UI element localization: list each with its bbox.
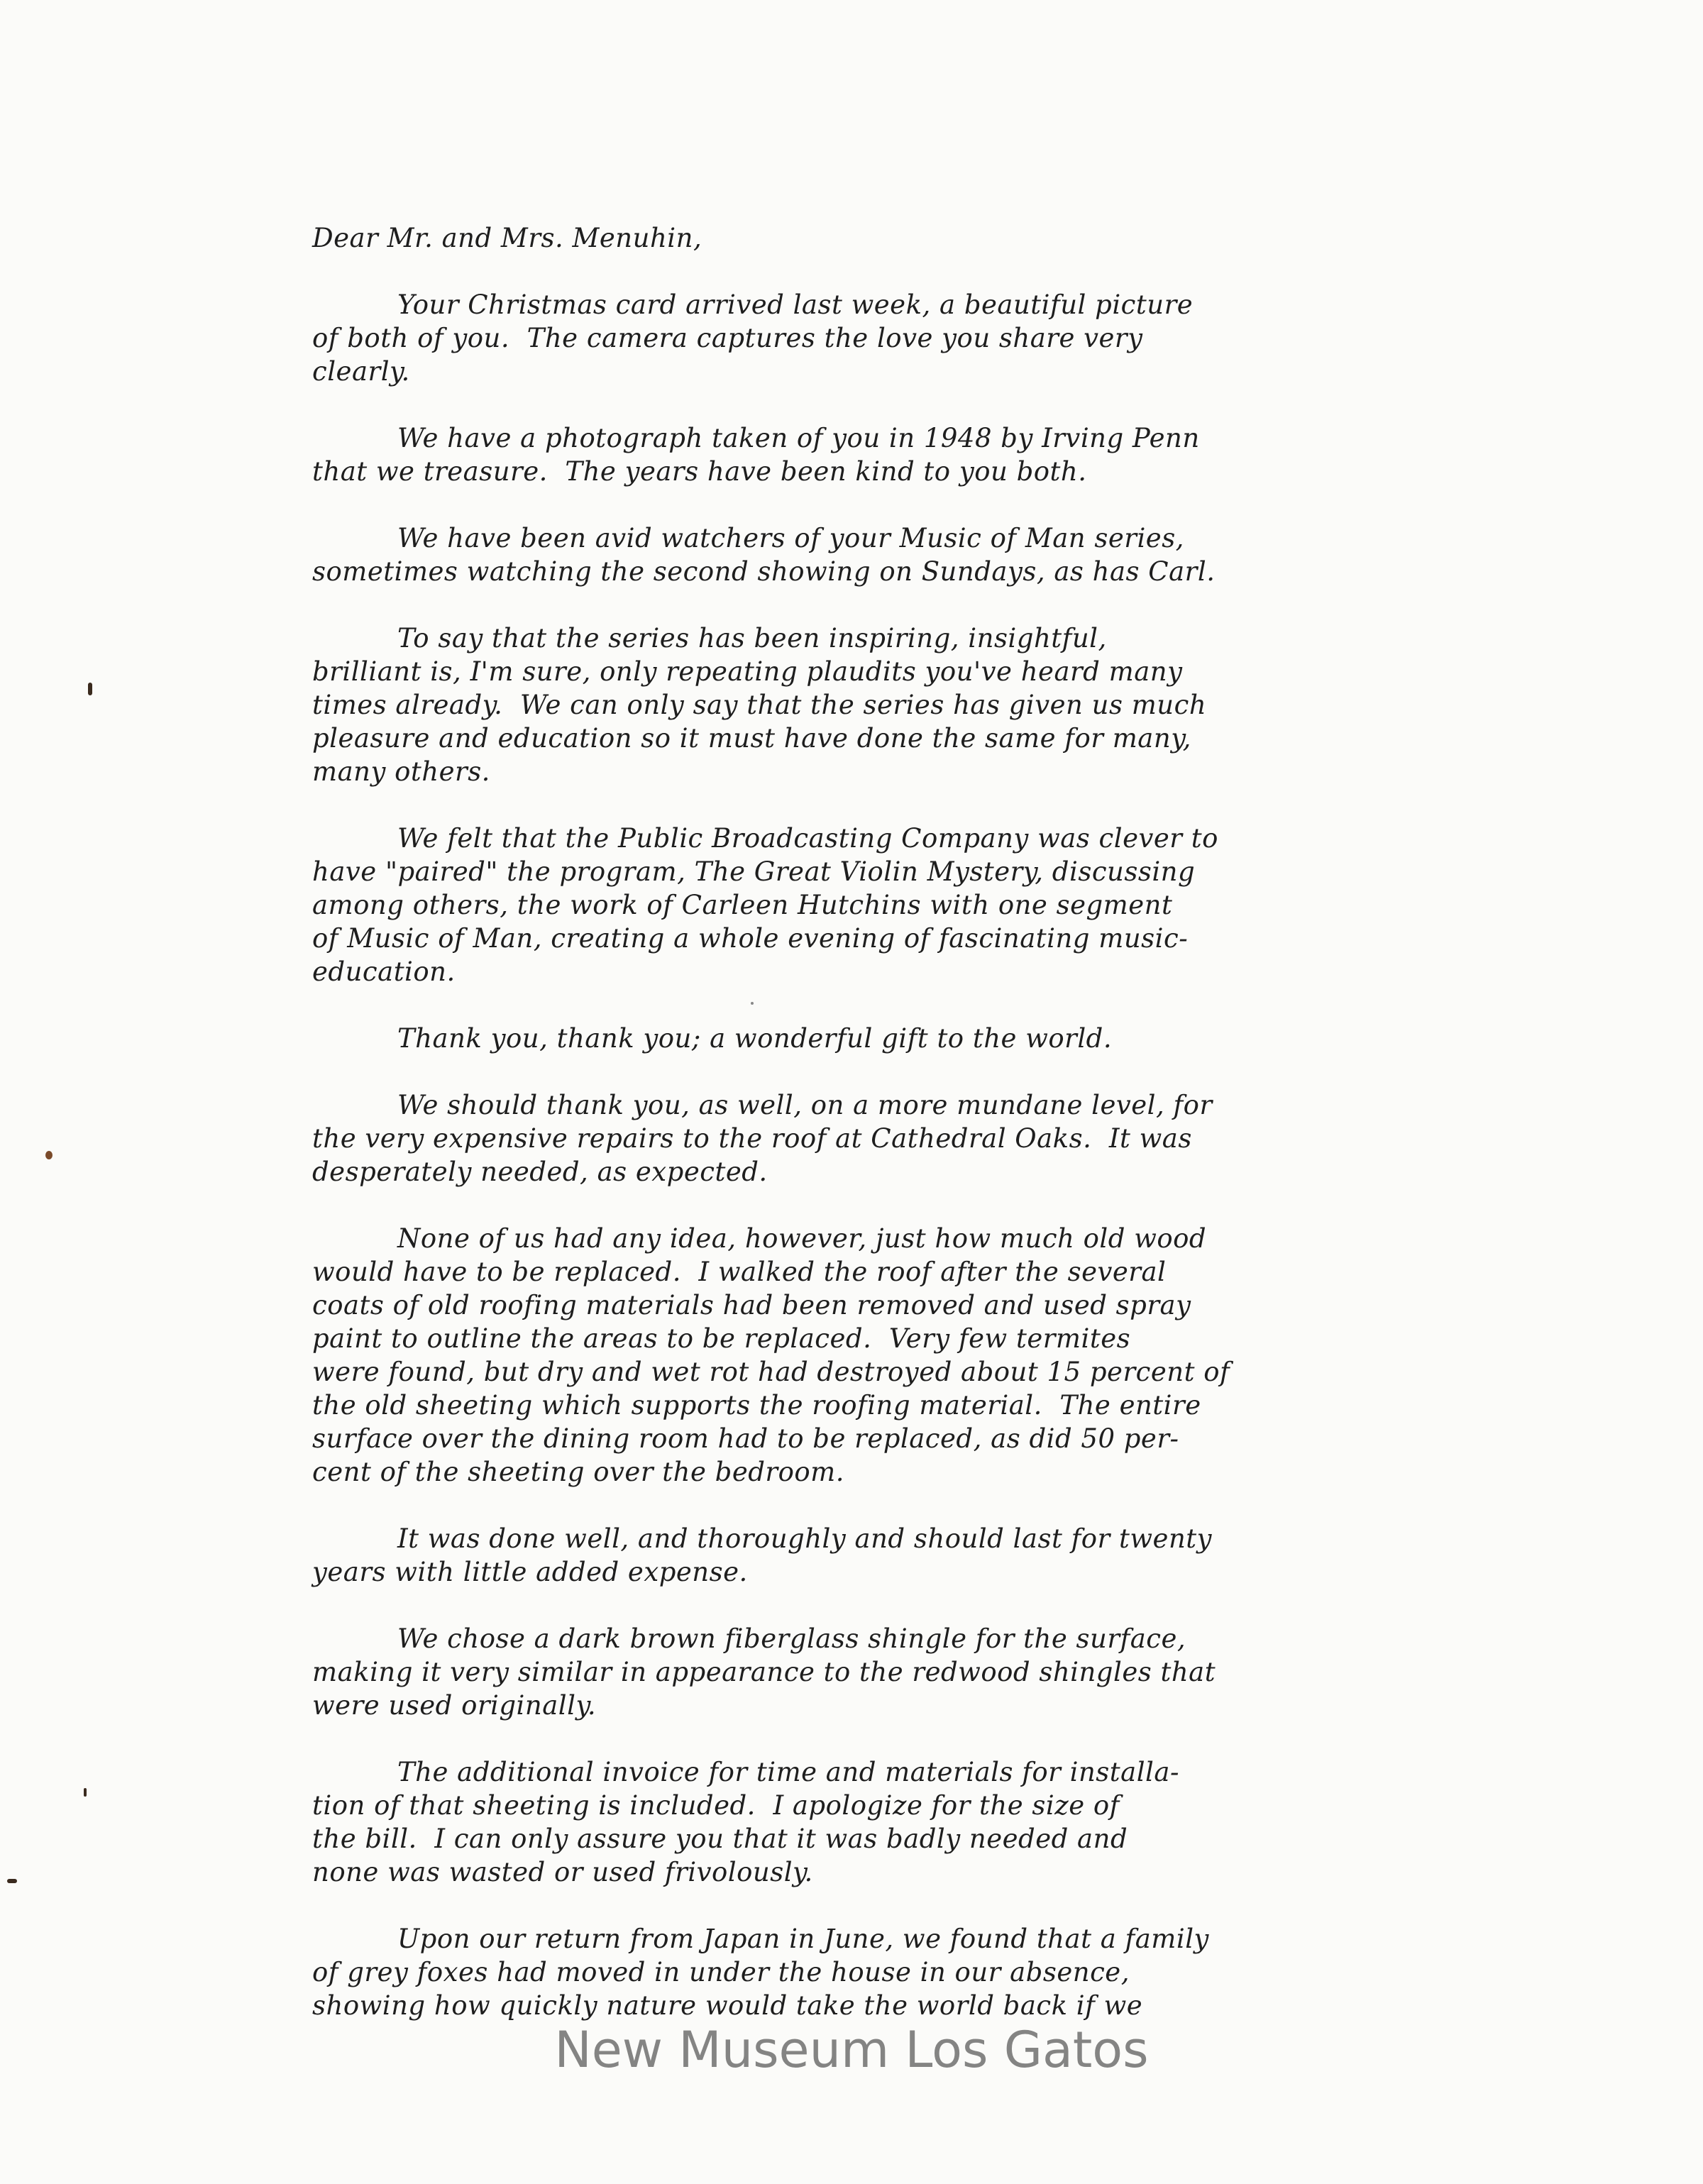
letter-line: were used originally. [312,1690,597,1721]
letter-line: education. [312,956,456,987]
letter-line: We should thank you, as well, on a more mundane level, for [397,1090,1213,1120]
letter-line: of grey foxes had moved in under the house in our absence, [312,1957,1130,1987]
letter-line: paint to outline the areas to be replaced. Very few termites [312,1323,1131,1354]
letter-line: have "paired" the program, The Great Violin Mystery, discussing [312,856,1196,887]
letter-line: were found, but dry and wet rot had destroyed about 15 percent of [312,1357,1230,1387]
letter-body [312,221,1419,2056]
paper-speck [45,1151,53,1159]
paragraph [312,421,1419,488]
letter-line: The additional invoice for time and materials for installa- [397,1757,1179,1787]
paper-speck [84,1788,87,1797]
letter-line: the bill. I can only assure you that it was badly needed and [312,1824,1128,1854]
letter-line: We chose a dark brown fiberglass shingle for the surface, [397,1623,1186,1654]
letter-line: To say that the series has been inspiring, insightful, [397,623,1107,653]
paragraph [312,1922,1419,2022]
letter-line: clearly. [312,356,410,387]
letter-line: years with little added expense. [312,1557,748,1587]
letter-line: We have a photograph taken of you in 1948 by Irving Penn [397,423,1200,453]
letter-line: none was wasted or used frivolously. [312,1857,813,1887]
letter-line: the old sheeting which supports the roofing material. The entire [312,1390,1201,1421]
letter-line: would have to be replaced. I walked the roof after the several [312,1257,1167,1287]
letter-line: We have been avid watchers of your Music of Man series, [397,523,1184,553]
letter-line: many others. [312,756,490,787]
salutation: Dear Mr. and Mrs. Menuhin, [312,223,702,253]
paper-speck [7,1879,17,1883]
letter-line: showing how quickly nature would take the world back if we [312,1990,1143,2021]
paragraph [312,288,1419,388]
letter-line: desperately needed, as expected. [312,1157,768,1187]
paragraph [312,1522,1419,1589]
paragraph [312,1022,1419,1055]
paragraph [312,1622,1419,1722]
letter-line: brilliant is, I'm sure, only repeating plaudits you've heard many [312,656,1183,687]
letter-line: cent of the sheeting over the bedroom. [312,1457,844,1487]
letter-line: the very expensive repairs to the roof at Cathedral Oaks. It was [312,1123,1192,1154]
letter-line: of both of you. The camera captures the love you share very [312,323,1143,353]
letter-line: We felt that the Public Broadcasting Company was clever to [397,823,1218,854]
paragraph [312,822,1419,988]
letter-line: surface over the dining room had to be replaced, as did 50 per- [312,1423,1179,1454]
letter-line: among others, the work of Carleen Hutchins with one segment [312,890,1173,920]
paragraph [312,1222,1419,1489]
paper-speck [88,683,92,695]
letter-line: sometimes watching the second showing on Sundays, as has Carl. [312,556,1216,587]
letter-line: of Music of Man, creating a whole evening of fascinating music- [312,923,1189,954]
paragraph [312,622,1419,788]
letter-line: Your Christmas card arrived last week, a beautiful picture [397,289,1194,320]
letter-line: making it very similar in appearance to the redwood shingles that [312,1657,1216,1687]
paragraph [312,1088,1419,1188]
letter-line: Upon our return from Japan in June, we found that a family [397,1924,1209,1954]
letter-line: It was done well, and thoroughly and should last for twenty [397,1523,1213,1554]
watermark: New Museum Los Gatos [554,2021,1149,2079]
paragraph [312,522,1419,588]
paragraph [312,1755,1419,1889]
letter-line: tion of that sheeting is included. I apologize for the size of [312,1790,1120,1821]
letter-line: Thank you, thank you; a wonderful gift to the world. [397,1023,1113,1054]
letter-line: pleasure and education so it must have done the same for many, [312,723,1191,754]
letter-line: times already. We can only say that the series has given us much [312,690,1207,720]
letter-line: coats of old roofing materials had been removed and used spray [312,1290,1191,1320]
letter-line: that we treasure. The years have been kind to you both. [312,456,1087,487]
letter-line: None of us had any idea, however, just how much old wood [397,1223,1207,1254]
